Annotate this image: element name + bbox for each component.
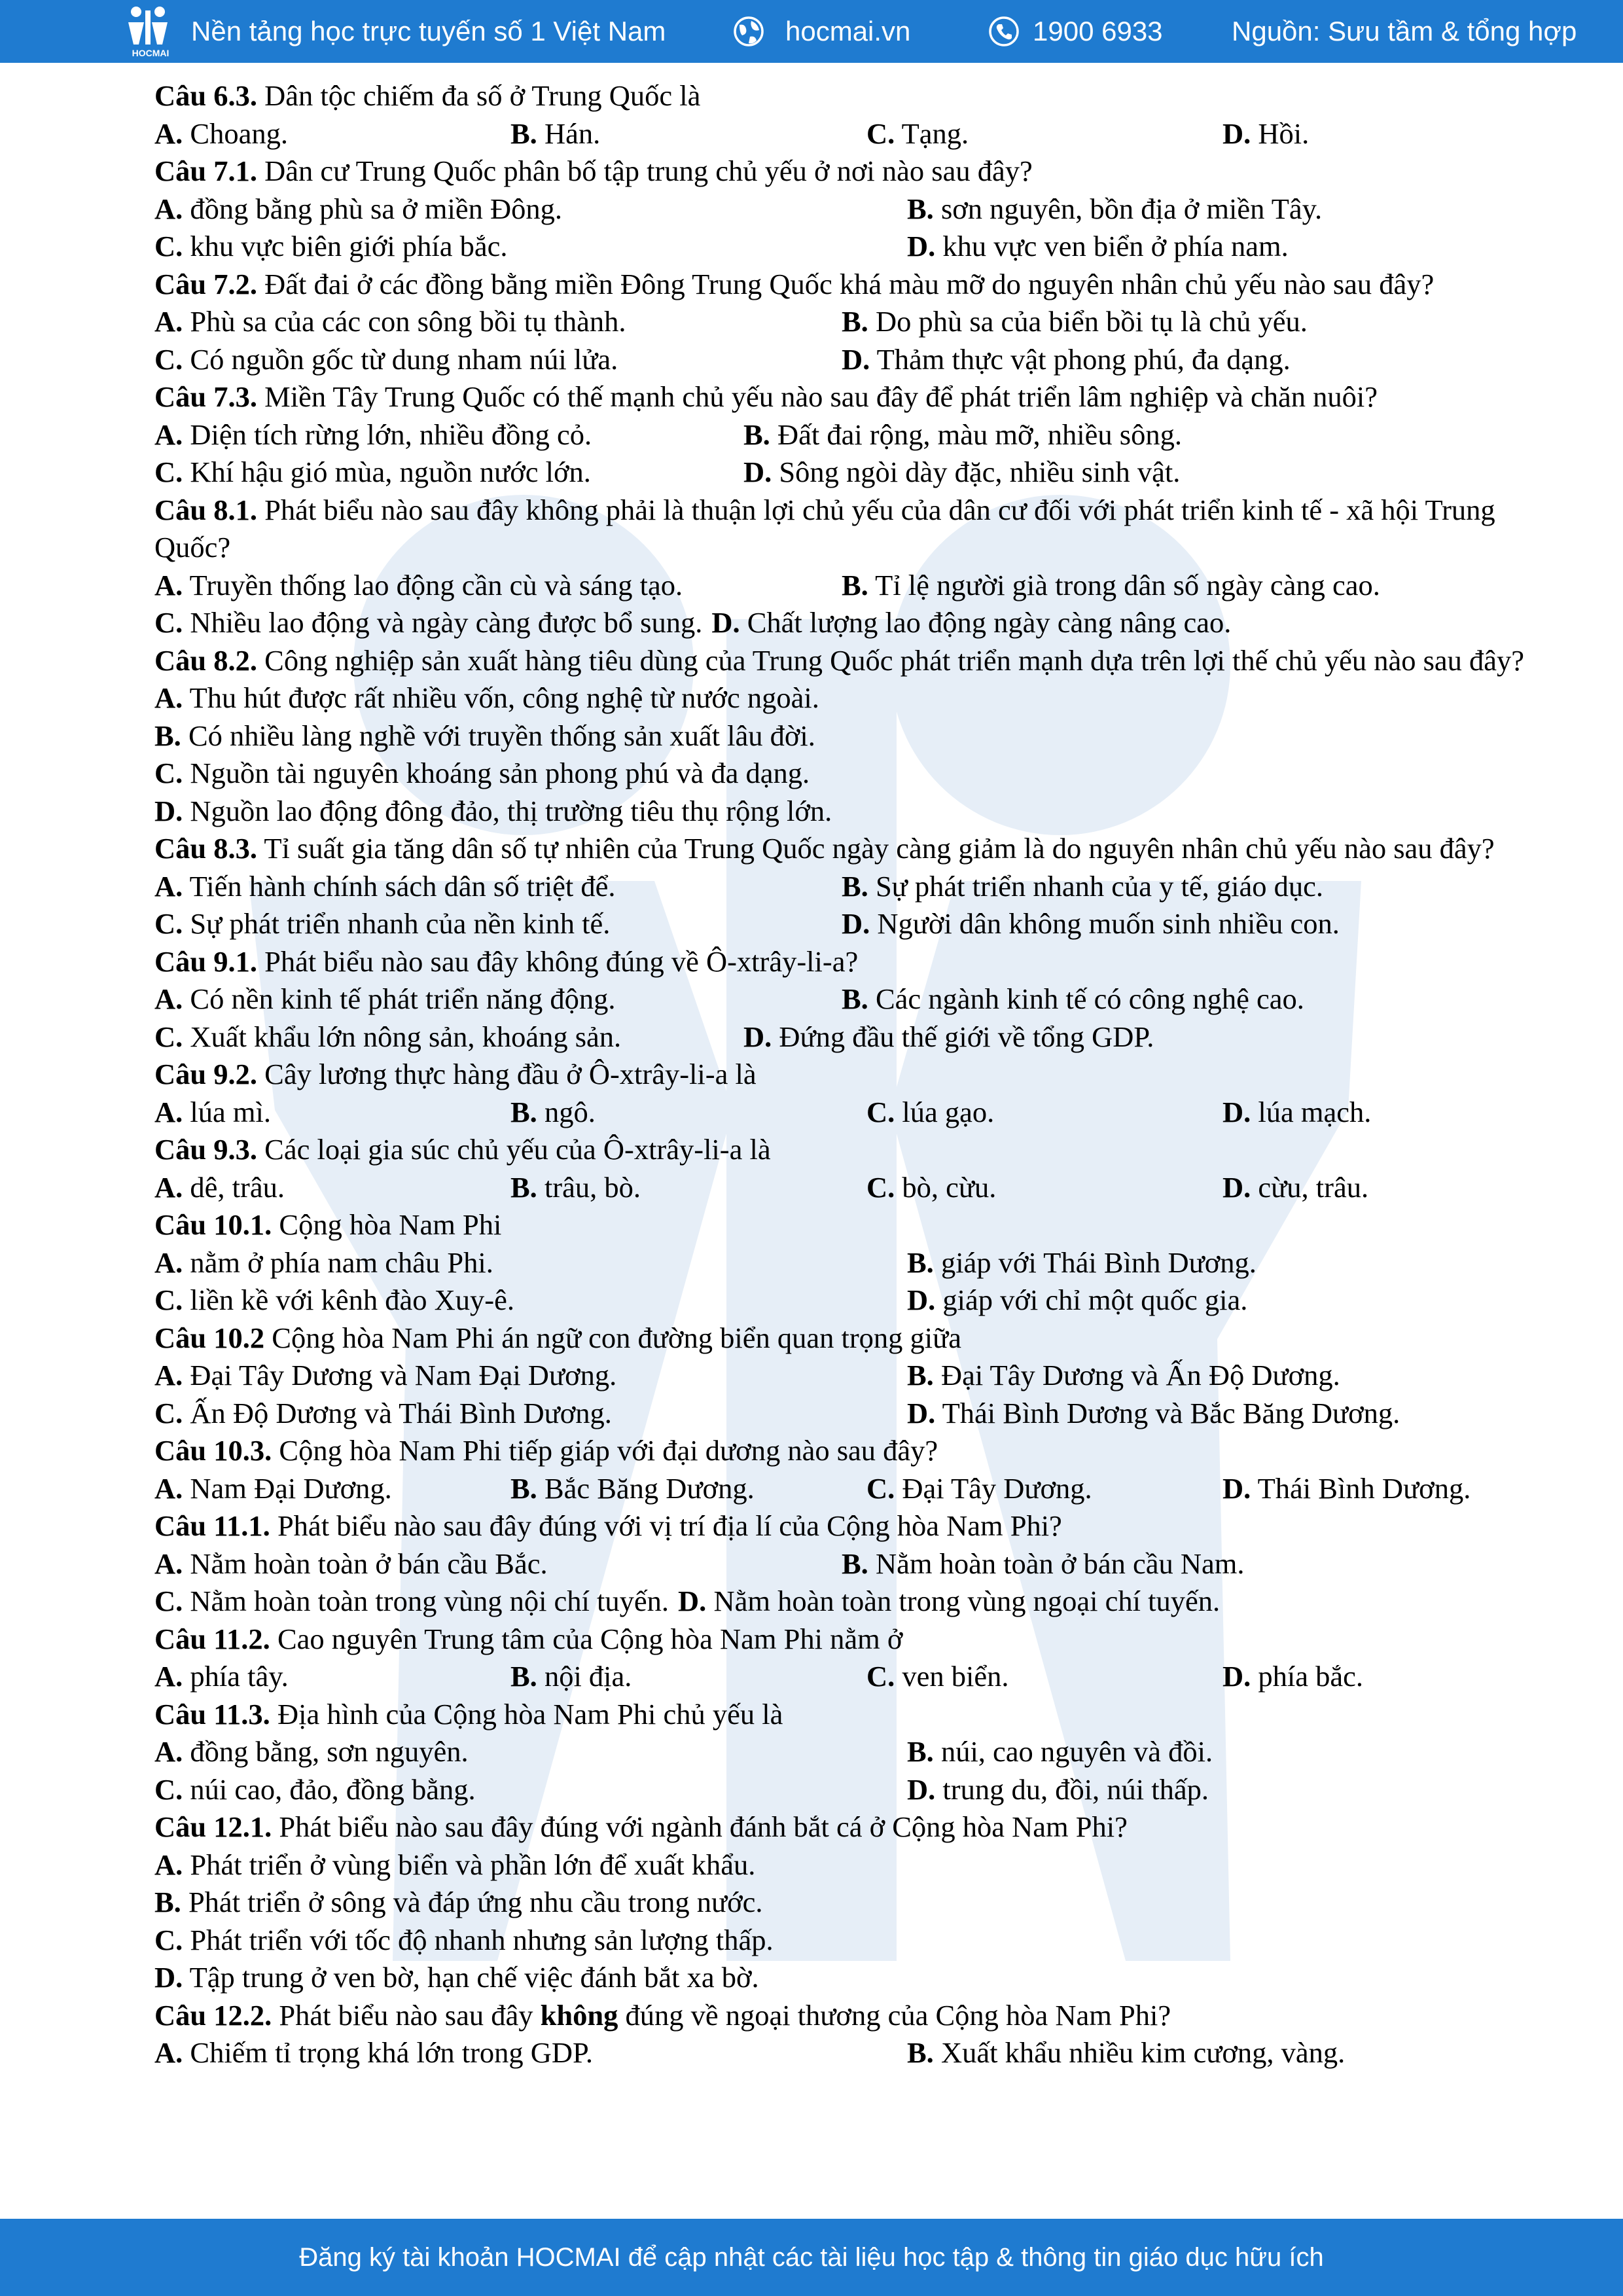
question-text: Cộng hòa Nam Phi [272,1208,502,1241]
option-d[interactable]: D. Người dân không muốn sinh nhiều con. [842,907,1340,940]
option-d[interactable]: D. Nằm hoàn toàn trong vùng ngoại chí tuyến. [678,1585,1221,1617]
option-b[interactable]: B. Xuất khẩu nhiều kim cương, vàng. [907,2036,1346,2069]
question-label: Câu 7.3. [154,380,258,413]
option-a[interactable]: A. Truyền thống lao động cần cù và sáng tạo. [154,568,683,601]
document-body [154,77,1548,2072]
option-c[interactable]: C. bò, cừu. [866,1170,997,1204]
question-8-1 [154,492,1548,567]
option-b[interactable]: B. Bắc Băng Dương. [510,1471,755,1505]
option-d[interactable]: D. Hồi. [1222,117,1310,150]
options-row [154,416,1548,454]
option-d[interactable]: D. Sông ngòi dày đặc, nhiều sinh vật. [743,456,1181,488]
option-c[interactable]: C. Phát triển với tốc độ nhanh nhưng sản lượng thấp. [154,1923,774,1956]
question-text: Miền Tây Trung Quốc có thế mạnh chủ yếu nào sau đây để phát triển lâm nghiệp và chăn nuôi? [257,380,1378,413]
option-d[interactable]: D. trung du, đồi, núi thấp. [907,1772,1209,1806]
option-b[interactable]: B. Các ngành kinh tế có công nghệ cao. [842,982,1304,1015]
question-label: Câu 9.2. [154,1058,258,1090]
options-row [154,1846,1548,1884]
options-row [154,604,1548,642]
question-10-1 [154,1206,1548,1244]
options-row [154,2034,1548,2072]
options-row [154,115,1548,153]
options-row [154,1922,1548,1960]
question-10-2 [154,1319,1548,1357]
option-a[interactable]: A. dê, trâu. [154,1170,285,1204]
hocmai-logo[interactable] [116,4,185,59]
options-row [154,567,1548,605]
question-10-3 [154,1432,1548,1470]
question-12-1 [154,1808,1548,1846]
option-b[interactable]: B. Sự phát triển nhanh của y tế, giáo dục. [842,869,1323,903]
options-row [154,1545,1548,1583]
question-text-emphasis: không [540,1998,618,2032]
option-c[interactable]: C. Có nguồn gốc từ dung nham núi lửa. [154,342,618,376]
question-7-1 [154,152,1548,190]
question-text: Địa hình của Cộng hòa Nam Phi chủ yếu là [270,1697,783,1731]
question-text: Công nghiệp sản xuất hàng tiêu dùng của Trung Quốc phát triển mạnh dựa trên lợi thế chủ yếu nào sau đây? [257,643,1525,677]
option-c[interactable]: C. Tạng. [866,117,969,150]
options-row [154,1884,1548,1922]
header-phone[interactable]: 1900 6933 [1033,16,1163,46]
options-row [154,980,1548,1018]
option-d[interactable]: D. Nguồn lao động đông đảo, thị trường tiêu thụ rộng lớn. [154,794,832,827]
option-d[interactable]: D. Tập trung ở ven bờ, hạn chế việc đánh bắt xa bờ. [154,1961,759,1994]
option-c[interactable]: C. núi cao, đảo, đồng bằng. [154,1772,476,1806]
option-d[interactable]: D. Đứng đầu thế giới về tổng GDP. [743,1020,1154,1053]
options-row [154,755,1548,793]
option-d[interactable]: D. phía bắc. [1222,1660,1364,1693]
option-d[interactable]: D. Thái Bình Dương. [1222,1471,1471,1505]
footer-bar[interactable] [0,2219,1623,2296]
option-b[interactable]: B. giáp với Thái Bình Dương. [907,1246,1257,1279]
option-c[interactable]: C. liền kề với kênh đào Xuy-ê. [154,1283,514,1316]
question-text: Phát biểu nào sau đây đúng với ngành đánh bắt cá ở Cộng hòa Nam Phi? [272,1810,1128,1843]
option-c[interactable]: C. ven biển. [866,1660,1009,1693]
question-7-3 [154,378,1548,416]
question-text: Tỉ suất gia tăng dân số tự nhiên của Trung Quốc ngày càng giảm là do nguyên nhân chủ yếu nào sau đây? [257,832,1495,865]
question-8-3 [154,830,1548,868]
question-6-3 [154,77,1548,115]
options-row [154,1395,1548,1433]
question-label: Câu 6.3. [154,79,258,112]
options-row [154,228,1548,266]
option-b[interactable]: B. ngô. [510,1095,596,1128]
option-d[interactable]: D. Thảm thực vật phong phú, đa dạng. [842,342,1291,376]
question-text: Dân tộc chiếm đa số ở Trung Quốc là [257,79,701,112]
options-row [154,1244,1548,1282]
option-a[interactable]: A. đồng bằng phù sa ở miền Đông. [154,192,562,225]
options-row [154,679,1548,717]
option-d[interactable]: D. cừu, trâu. [1222,1170,1369,1204]
option-b[interactable]: B. nội địa. [510,1660,632,1693]
header-source: Nguồn: Sưu tầm & tổng hợp [1232,16,1577,46]
option-c[interactable]: C. Khí hậu gió mùa, nguồn nước lớn. [154,456,591,488]
option-c[interactable]: C. Nằm hoàn toàn trong vùng nội chí tuyến. [154,1585,669,1617]
option-c[interactable]: C. khu vực biên giới phía bắc. [154,230,508,262]
option-b[interactable]: B. Do phù sa của biển bồi tụ là chủ yếu. [842,305,1308,338]
option-a[interactable]: A. đồng bằng, sơn nguyên. [154,1735,469,1768]
options-row [154,1583,1548,1621]
question-text: Cộng hòa Nam Phi án ngữ con đường biển quan trọng giữa [264,1321,961,1354]
question-7-2 [154,266,1548,304]
options-row [154,1771,1548,1809]
question-11-1 [154,1507,1548,1545]
option-a[interactable]: A. Đại Tây Dương và Nam Đại Dương. [154,1359,617,1391]
options-row [154,868,1548,906]
question-text: Cộng hòa Nam Phi tiếp giáp với đại dương nào sau đây? [272,1434,938,1467]
question-text: đúng về ngoại thương của Cộng hòa Nam Phi? [618,1998,1171,2032]
option-b[interactable]: B. Có nhiều làng nghề với truyền thống sản xuất lâu đời. [154,719,815,752]
options-row [154,341,1548,379]
option-d[interactable]: D. khu vực ven biển ở phía nam. [907,230,1289,262]
option-b[interactable]: B. Hán. [510,117,601,150]
question-9-3 [154,1131,1548,1169]
question-label: Câu 10.1. [154,1208,272,1241]
option-c[interactable]: C. Sự phát triển nhanh của nền kinh tế. [154,907,611,940]
question-label: Câu 8.1. [154,493,258,526]
option-b[interactable]: B. Nằm hoàn toàn ở bán cầu Nam. [842,1547,1245,1580]
option-a[interactable]: A. Nằm hoàn toàn ở bán cầu Bắc. [154,1547,548,1580]
option-b[interactable]: B. Tỉ lệ người già trong dân số ngày càng cao. [842,568,1380,601]
question-label: Câu 12.2. [154,1998,272,2032]
options-row [154,1658,1548,1696]
option-a[interactable]: A. Thu hút được rất nhiều vốn, công nghệ từ nước ngoài. [154,681,819,714]
options-row [154,905,1548,943]
question-11-3 [154,1696,1548,1734]
question-text: Cao nguyên Trung tâm của Cộng hòa Nam Phi nằm ở [270,1622,903,1655]
options-row [154,190,1548,228]
options-row [154,793,1548,831]
options-row [154,1733,1548,1771]
options-row [154,1018,1548,1056]
option-a[interactable]: A. Diện tích rừng lớn, nhiều đồng cỏ. [154,418,592,451]
question-9-1 [154,943,1548,981]
question-text: Phát biểu nào sau đây không đúng về Ô-xtrây-li-a? [257,944,859,978]
option-d[interactable]: D. Chất lượng lao động ngày càng nâng cao. [711,606,1232,639]
option-c[interactable]: C. Xuất khẩu lớn nông sản, khoáng sản. [154,1020,622,1053]
option-c[interactable]: C. Đại Tây Dương. [866,1471,1092,1505]
option-c[interactable]: C. Nguồn tài nguyên khoáng sản phong phú và đa dạng. [154,757,810,789]
question-9-2 [154,1056,1548,1094]
header-website-link[interactable]: hocmai.vn [785,16,911,46]
question-label: Câu 10.2 [154,1321,265,1354]
question-label: Câu 9.1. [154,944,258,978]
option-b[interactable]: B. Đất đai rộng, màu mỡ, nhiều sông. [743,418,1182,451]
options-row [154,454,1548,492]
question-text: Dân cư Trung Quốc phân bố tập trung chủ yếu ở nơi nào sau đây? [257,154,1033,187]
question-label: Câu 11.1. [154,1509,270,1542]
option-a[interactable]: A. Tiến hành chính sách dân số triệt để. [154,869,616,903]
options-row [154,303,1548,341]
option-a[interactable]: A. Nam Đại Dương. [154,1471,392,1505]
option-a[interactable]: A. lúa mì. [154,1095,271,1128]
option-b[interactable]: B. núi, cao nguyên và đồi. [907,1735,1213,1768]
question-label: Câu 10.3. [154,1434,272,1467]
question-label: Câu 12.1. [154,1810,272,1843]
options-row [154,717,1548,755]
phone-icon [988,16,1020,47]
option-a[interactable]: A. Phát triển ở vùng biển và phần lớn để xuất khẩu. [154,1848,756,1881]
option-a[interactable]: A. Có nền kinh tế phát triển năng động. [154,982,616,1015]
option-b[interactable]: B. sơn nguyên, bồn địa ở miền Tây. [907,192,1323,225]
globe-icon [733,16,764,47]
hocmai-logo-icon [116,4,185,59]
header-bar [0,0,1623,63]
option-c[interactable]: C. Ấn Độ Dương và Thái Bình Dương. [154,1396,612,1429]
question-text: Đất đai ở các đồng bằng miền Đông Trung Quốc khá màu mỡ do nguyên nhân chủ yếu nào sau đây? [257,267,1435,300]
options-row [154,1470,1548,1508]
header-tagline: Nền tảng học trực tuyến số 1 Việt Nam [191,16,666,46]
options-row [154,1959,1548,1997]
option-a[interactable]: A. Chiếm tỉ trọng khá lớn trong GDP. [154,2036,594,2069]
question-11-2 [154,1621,1548,1659]
question-12-2 [154,1997,1548,2035]
options-row [154,1094,1548,1132]
option-d[interactable]: D. lúa mạch. [1222,1095,1372,1128]
options-row [154,1169,1548,1207]
option-d[interactable]: D. giáp với chỉ một quốc gia. [907,1283,1248,1316]
question-label: Câu 11.3. [154,1697,270,1731]
question-text: Phát biểu nào sau đây đúng với vị trí địa lí của Cộng hòa Nam Phi? [270,1509,1062,1542]
option-b[interactable]: B. Phát triển ở sông và đáp ứng nhu cầu trong nước. [154,1886,763,1918]
option-a[interactable]: A. Phù sa của các con sông bồi tụ thành. [154,305,626,338]
option-a[interactable]: A. nằm ở phía nam châu Phi. [154,1246,493,1279]
question-label: Câu 11.2. [154,1622,270,1655]
options-row [154,1357,1548,1395]
option-a[interactable]: A. phía tây. [154,1660,289,1693]
question-label: Câu 8.3. [154,832,258,865]
question-8-2 [154,642,1548,680]
question-text: Các loại gia súc chủ yếu của Ô-xtrây-li-a là [257,1133,771,1166]
question-text: Cây lương thực hàng đầu ở Ô-xtrây-li-a là [257,1058,757,1090]
footer-text[interactable]: Đăng ký tài khoản HOCMAI để cập nhật các tài liệu học tập & thông tin giáo dục hữu ích [299,2243,1324,2272]
option-c[interactable]: C. Nhiều lao động và ngày càng được bổ sung. [154,606,703,639]
question-text: Phát biểu nào sau đây [272,1998,541,2032]
question-label: Câu 8.2. [154,643,258,677]
option-c[interactable]: C. lúa gạo. [866,1095,995,1128]
option-d[interactable]: D. Thái Bình Dương và Bắc Băng Dương. [907,1396,1400,1429]
option-b[interactable]: B. trâu, bò. [510,1170,641,1204]
question-label: Câu 7.1. [154,154,258,187]
question-label: Câu 9.3. [154,1133,258,1166]
question-label: Câu 7.2. [154,267,258,300]
option-a[interactable]: A. Choang. [154,117,288,150]
question-text: Phát biểu nào sau đây không phải là thuận lợi chủ yếu của dân cư đối với phát triển kinh tế - xã hội Trung Quốc? [154,493,1495,564]
option-b[interactable]: B. Đại Tây Dương và Ấn Độ Dương. [907,1359,1340,1391]
options-row [154,1282,1548,1319]
svg-text:HOCMAI: HOCMAI [132,48,169,58]
